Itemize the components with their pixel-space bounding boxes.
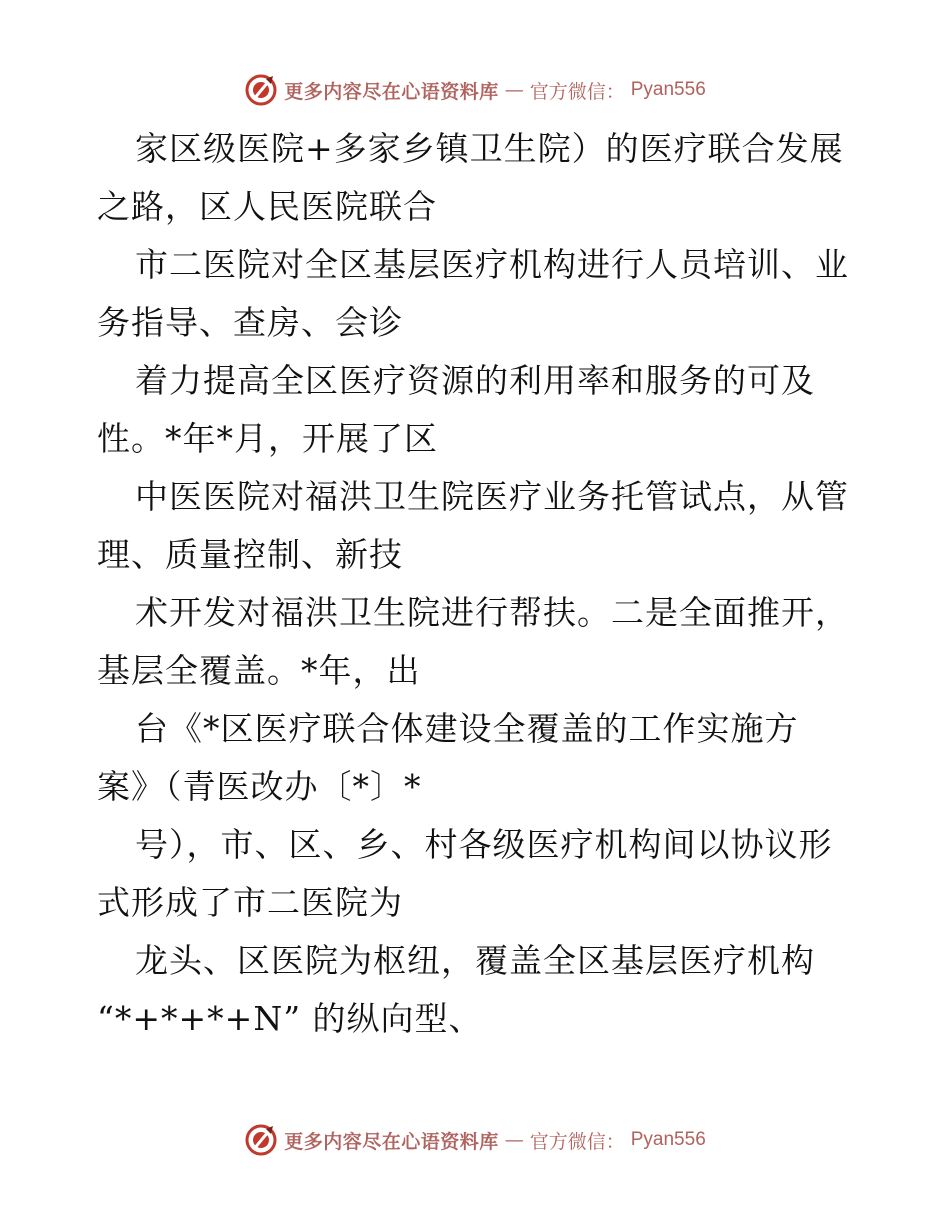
brand-logo-icon: [244, 73, 278, 107]
body-line: 性。*年*月，开展了区: [97, 419, 438, 458]
body-line: 着力提高全区医疗资源的利用率和服务的可及: [135, 361, 815, 400]
banner-dash: —: [504, 79, 524, 101]
banner-official-label: 官方微信：: [529, 1130, 625, 1153]
banner-wechat-id: Pyan556: [630, 1129, 706, 1150]
banner-main-text: 更多内容尽在心语资料库: [284, 80, 499, 103]
banner-dash: —: [504, 1129, 524, 1151]
body-line: 理、质量控制、新技: [97, 535, 403, 574]
body-line: 式形成了市二医院为: [97, 883, 403, 922]
brand-logo-icon: [244, 1123, 278, 1157]
body-line: 龙头、区医院为枢纽，覆盖全区基层医疗机构: [135, 941, 815, 980]
document-body: [97, 120, 857, 1048]
body-line: “*+*+*+N” 的纵向型、: [97, 999, 483, 1038]
body-line: 之路，区人民医院联合: [97, 187, 437, 226]
banner-official-label: 官方微信：: [529, 80, 625, 103]
body-line: 案》（青医改办〔*〕*: [97, 767, 422, 806]
header-banner: [0, 70, 950, 110]
body-line: 务指导、查房、会诊: [97, 303, 403, 342]
body-line: 市二医院对全区基层医疗机构进行人员培训、业: [135, 245, 849, 284]
body-line: 基层全覆盖。*年，出: [97, 651, 421, 690]
body-line: 号），市、区、乡、村各级医疗机构间以协议形: [135, 825, 833, 864]
footer-banner: [0, 1120, 950, 1160]
body-line: 中医医院对福洪卫生院医疗业务托管试点，从管: [135, 477, 849, 516]
body-line: 术开发对福洪卫生院进行帮扶。二是全面推开，: [135, 593, 849, 632]
banner-wechat-id: Pyan556: [630, 79, 706, 100]
banner-main-text: 更多内容尽在心语资料库: [284, 1130, 499, 1153]
body-line: 家区级医院+多家乡镇卫生院）的医疗联合发展: [135, 129, 844, 168]
body-line: 台《*区医疗联合体建设全覆盖的工作实施方: [135, 709, 799, 748]
